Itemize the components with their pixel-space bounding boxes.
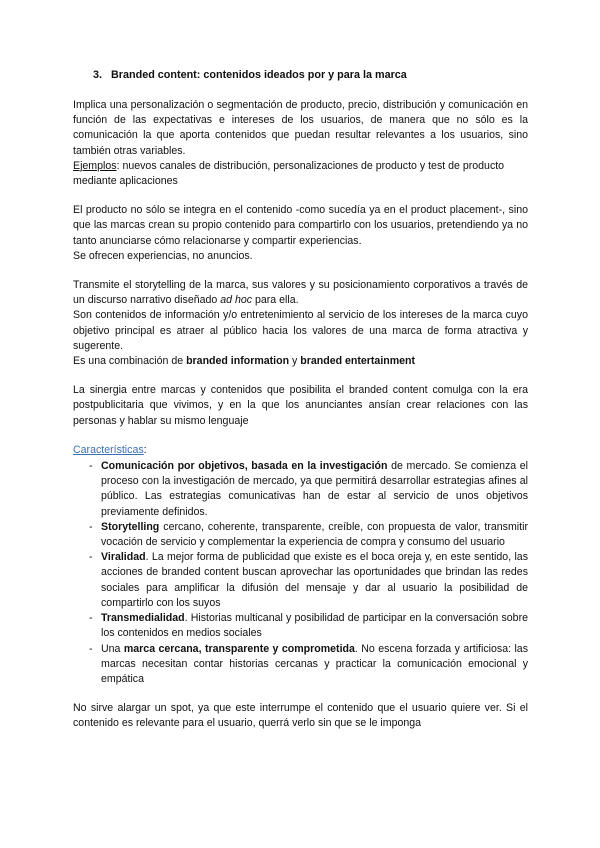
paragraph-sinergia: La sinergia entre marcas y contenidos que posibilita el branded content comulga con la era postpublicitaria que vivimos, y en la que los anunciantes ansían crear relaciones con las personas y hablar su mismo lenguaje — [73, 384, 528, 427]
ad-hoc-italic: ad hoc — [220, 294, 253, 307]
dash-bullet: - — [89, 551, 93, 564]
paragraph-experiencias: Se ofrecen experiencias, no anuncios. — [73, 249, 253, 262]
paragraph-combinacion — [73, 354, 528, 369]
dash-bullet: - — [89, 520, 93, 533]
item-text: . La mejor forma de publicidad que existe es el boca oreja y, en este sentido, las acciones de branded content buscan aprovechar las oportunidades que brindan las redes sociales para amplificar la difusión del mensaje y dar al usuario la posibilidad de compartirlo con los suyos — [101, 551, 528, 609]
combinacion-text: Es una combinación de — [73, 355, 187, 368]
dash-bullet: - — [89, 642, 93, 655]
ejemplos-label: Ejemplos — [73, 159, 117, 172]
storytelling-text-after: para ella. — [252, 294, 299, 307]
item-pre: Una — [101, 642, 124, 655]
document-page — [73, 68, 528, 732]
paragraph-producto: El producto no sólo se integra en el contenido -como sucedía ya en el product placement-, sino que las marcas crean su propio contenido para compartirlo con los usuarios, pretendiendo ya no tanto anunciarse cómo relacionarse y compartir experiencias. — [73, 204, 528, 247]
paragraph-contenidos: Son contenidos de información y/o entretenimiento al servicio de los intereses de la marca cuyo objetivo principal es atraer al público hacia los valores de una marca de forma atractiva y sugerente. — [73, 309, 528, 352]
ejemplos-text: : nuevos canales de distribución, personalizaciones de producto y test de producto mediante aplicaciones — [73, 159, 505, 188]
characteristics-heading — [73, 443, 528, 458]
paragraph-ejemplos — [73, 159, 528, 189]
item-bold: Transmedialidad — [101, 612, 185, 625]
list-item — [73, 611, 528, 641]
branded-entertainment-bold: branded entertainment — [300, 355, 416, 368]
item-bold: Comunicación por objetivos, basada en la investigación — [101, 460, 388, 473]
characteristics-colon: : — [143, 443, 147, 456]
item-bold: Storytelling — [101, 520, 160, 533]
section-heading — [93, 68, 528, 82]
paragraph-personalizacion: Implica una personalización o segmentación de producto, precio, distribución y comunicación en función de las expectativas e intereses de los usuarios, de manera que no sólo es la comunicación la que aporta contenidos que puedan resultar relevantes a los usuarios, sino también otras variables. — [73, 99, 528, 157]
paragraph-storytelling — [73, 278, 528, 308]
item-text: cercano, coherente, transparente, creíble, con propuesta de valor, transmitir vocación de servicio y complementar la experiencia de compra y consumo del usuario — [101, 520, 528, 549]
list-item — [73, 550, 528, 611]
section-number: 3. — [93, 69, 103, 81]
item-text: de mercado. Se comienza el proceso con la investigación de mercado, ya que permitirá desarrollar estrategias afines al público. Las estrategias comunicativas han de estar al servicio de unos objetivos previamente definidos. — [101, 460, 528, 518]
characteristics-list — [73, 459, 528, 687]
branded-information-bold: branded information — [186, 355, 290, 368]
item-text: . No escena forzada y artificiosa: las marcas necesitan contar historias cercanas y practicar la comunicación emocional y empática — [101, 642, 528, 685]
characteristics-label: Características — [73, 443, 144, 456]
storytelling-text-before: Transmite el storytelling de la marca, sus valores y su posicionamiento corporativos a través de un discurso narrativo diseñado — [73, 279, 528, 307]
combinacion-and: y — [289, 355, 301, 368]
dash-bullet: - — [89, 612, 93, 625]
item-bold: Viralidad — [101, 551, 146, 564]
item-bold: marca cercana, transparente y comprometida — [123, 642, 355, 655]
list-item — [73, 520, 528, 550]
list-item — [73, 642, 528, 688]
paragraph-spot: No sirve alargar un spot, ya que este interrumpe el contenido que el usuario quiere ver. Si el contenido es relevante para el usuario, querrá verlo sin que se le imponga — [73, 702, 528, 730]
dash-bullet: - — [89, 460, 93, 473]
list-item — [73, 459, 528, 520]
section-title: Branded content: contenidos ideados por y para la marca — [111, 69, 407, 81]
item-text: . Historias multicanal y posibilidad de participar en la conversación sobre los contenidos en medios sociales — [101, 612, 528, 640]
